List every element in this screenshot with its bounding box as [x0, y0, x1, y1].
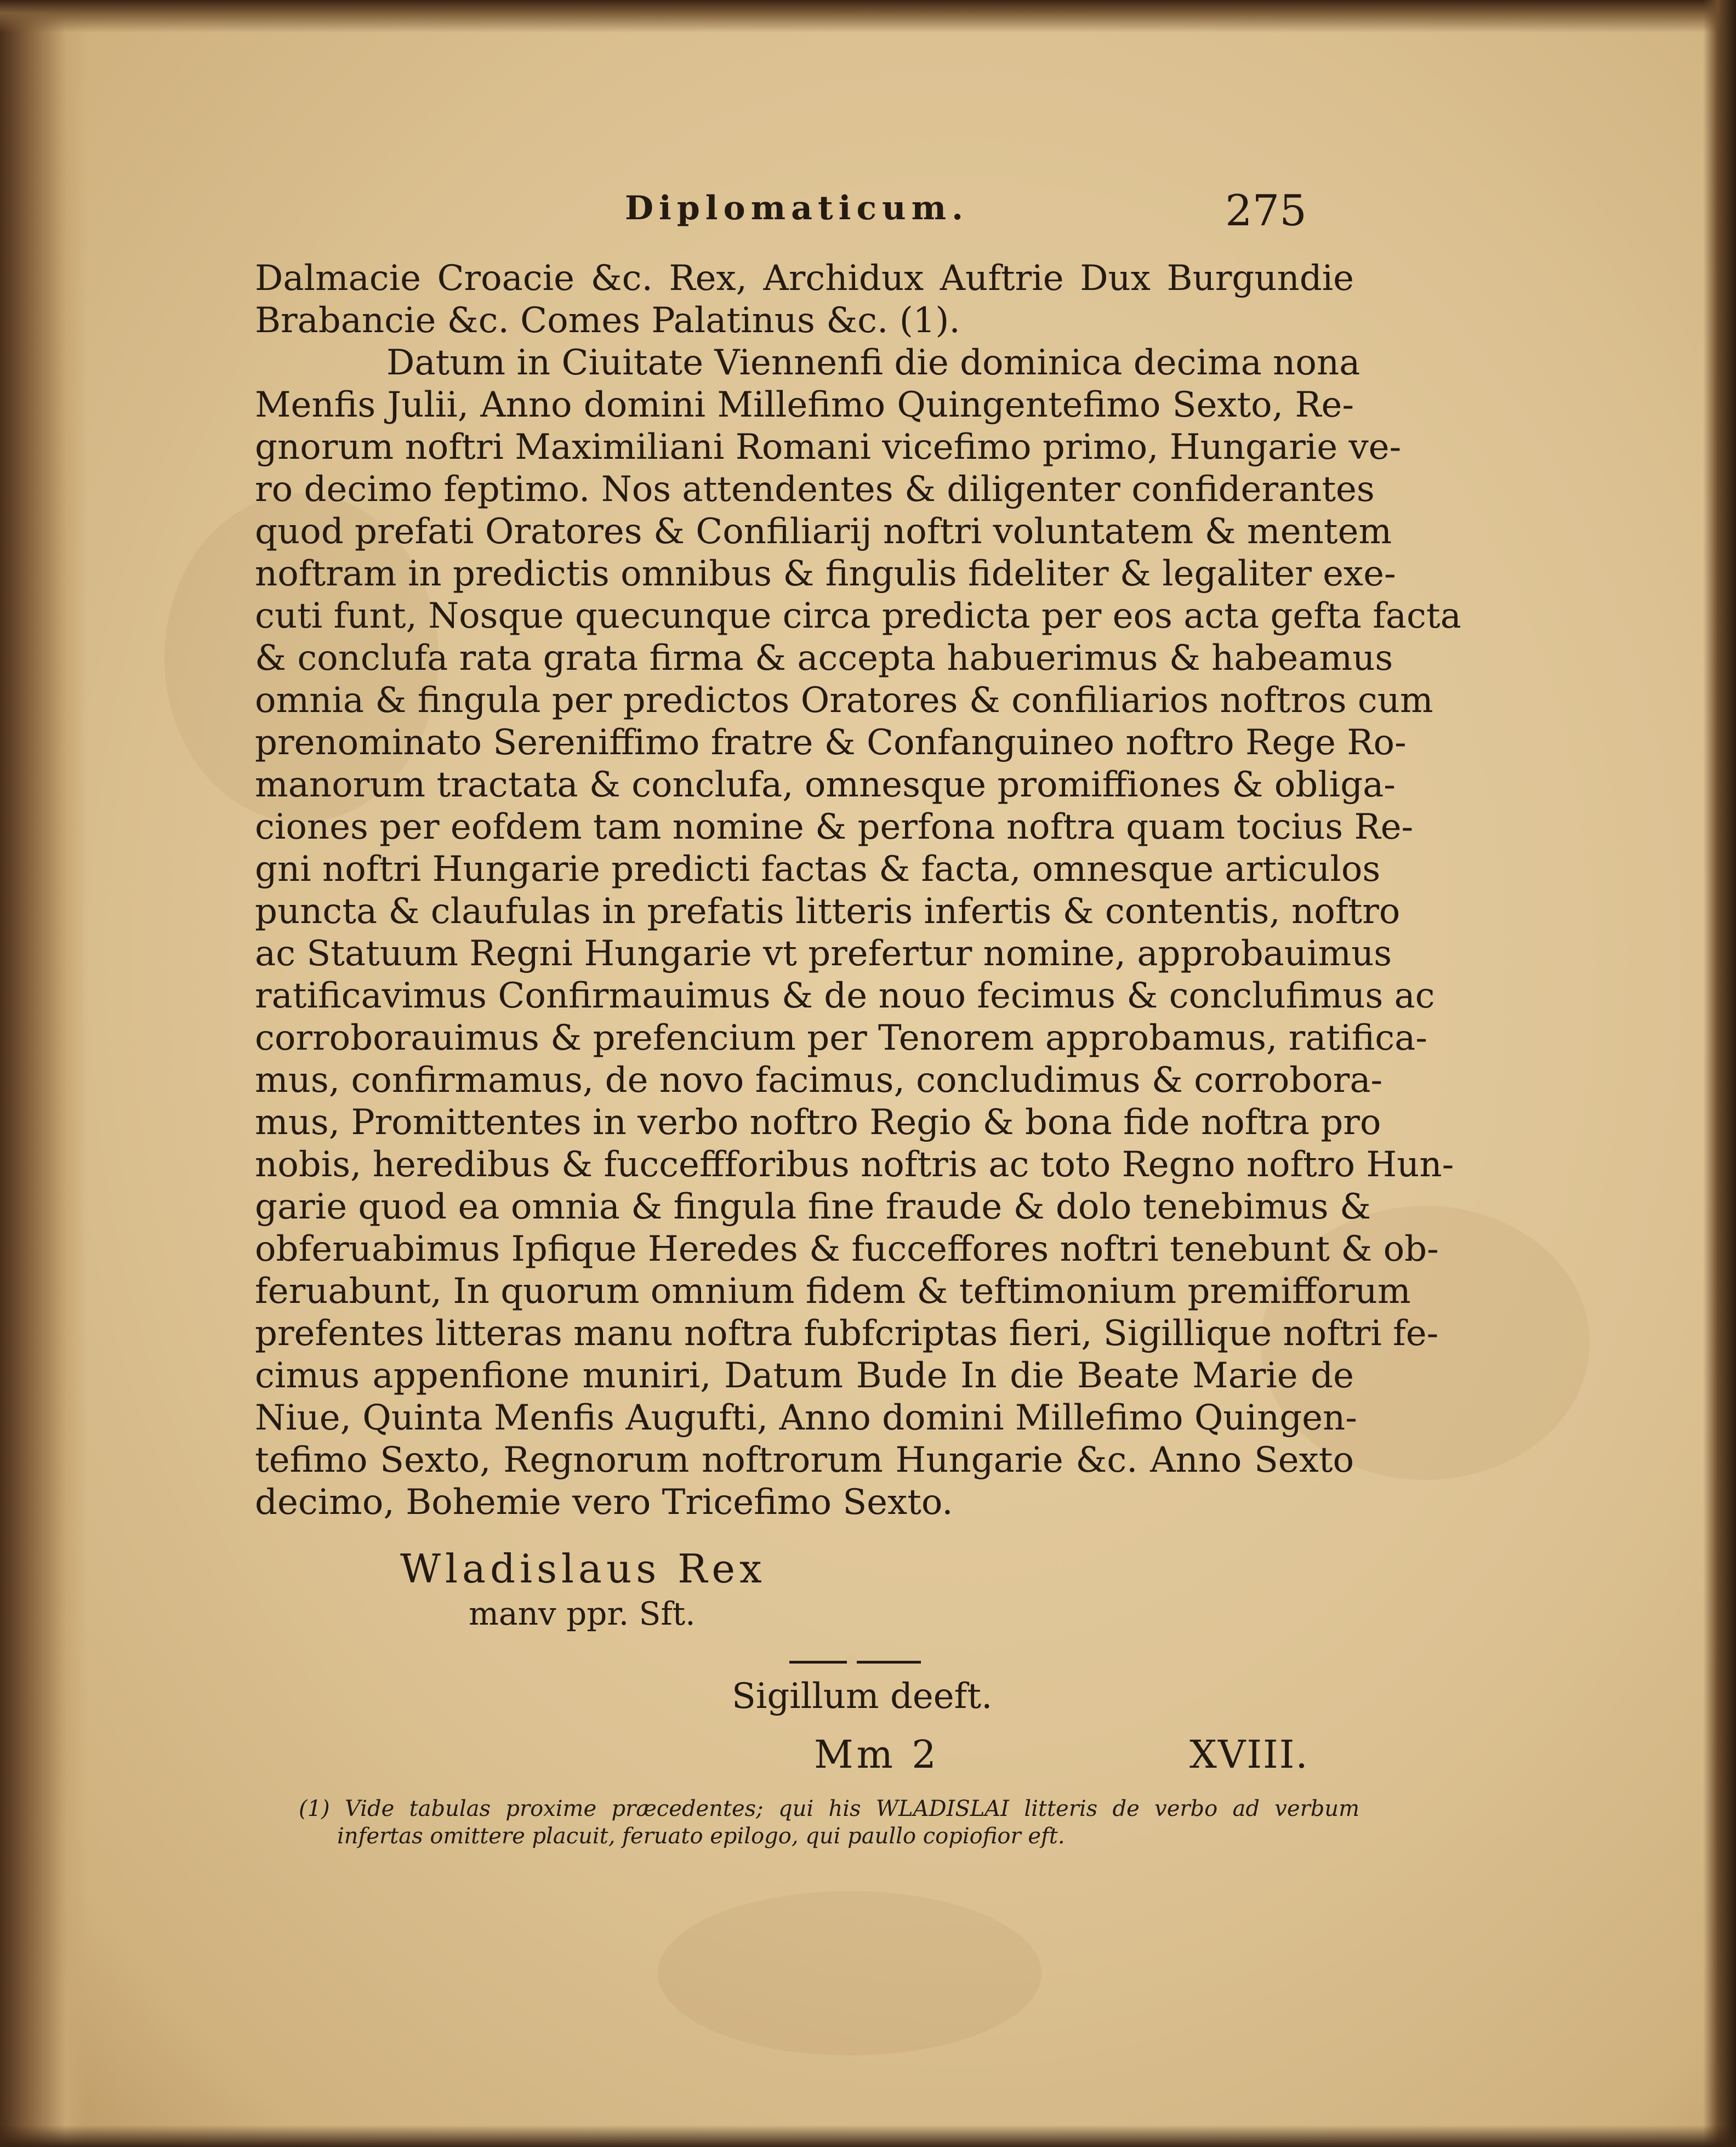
signature-subscript: manv ppr. Sft.: [469, 1595, 696, 1632]
body-line: Brabancie &c. Comes Palatinus &c. (1).: [255, 300, 960, 341]
body-line: mus, Promittentes in verbo noftro Regio & bona fide noftra pro: [255, 1102, 1381, 1143]
footnote-line: infertas omittere placuit, feruato epilogo, qui paullo copiofior eft.: [337, 1824, 1065, 1849]
body-line: mus, confirmamus, de novo facimus, concludimus & corrobora-: [255, 1060, 1383, 1101]
body-line: gnorum noftri Maximiliani Romani vicefimo primo, Hungarie ve-: [255, 427, 1402, 468]
page-top-edge: [0, 0, 1736, 33]
body-line: cimus appenfione muniri, Datum Bude In die Beate Marie de: [255, 1356, 1354, 1396]
body-line: Niue, Quinta Menfis Augufti, Anno domini Millefimo Quingen-: [255, 1398, 1357, 1438]
body-line: ac Statuum Regni Hungarie vt prefertur nomine, approbauimus: [255, 933, 1392, 974]
page-number: 275: [1225, 186, 1307, 236]
footnote-line: (1) Vide tabulas proxime præcedentes; qui his WLADISLAI litteris de verbo ad verbum: [299, 1796, 1359, 1821]
body-line: gni noftri Hungarie predicti factas & facta, omnesque articulos: [255, 849, 1381, 890]
body-line: nobis, heredibus & fucceffforibus noftris ac toto Regno noftro Hun-: [255, 1144, 1454, 1185]
body-line: noftram in predictis omnibus & fingulis fideliter & legaliter exe-: [255, 554, 1396, 594]
running-title: Diplomaticum.: [625, 189, 969, 227]
body-line: garie quod ea omnia & fingula fine fraude & dolo tenebimus &: [255, 1187, 1371, 1227]
sheet-signature: Mm 2: [814, 1732, 940, 1777]
body-line: tefimo Sexto, Regnorum noftrorum Hungarie &c. Anno Sexto: [255, 1440, 1354, 1480]
body-line: puncta & claufulas in prefatis litteris infertis & contentis, noftro: [255, 891, 1401, 932]
body-line: feruabunt, In quorum omnium fidem & teftimonium premifforum: [255, 1271, 1411, 1312]
body-line: ro decimo feptimo. Nos attendentes & diligenter confiderantes: [255, 469, 1375, 510]
body-text: [255, 258, 1461, 1524]
footnote: [299, 1795, 1359, 1850]
body-line: obferuabimus Ipfique Heredes & fucceffores noftri tenebunt & ob-: [255, 1229, 1439, 1269]
body-line: ciones per eofdem tam nomine & perfona noftra quam tocius Re-: [255, 807, 1414, 847]
body-line: manorum tractata & conclufa, omnesque promiffiones & obliga-: [255, 765, 1396, 805]
body-line: cuti funt, Nosque quecunque circa predicta per eos acta gefta facta: [255, 596, 1461, 636]
page-bottom-edge: [0, 2125, 1736, 2147]
body-line: ratificavimus Confirmauimus & de nouo fecimus & conclufimus ac: [255, 976, 1435, 1016]
body-line: omnia & fingula per predictos Oratores & confiliarios noftros cum: [255, 680, 1433, 721]
signature-name: Wladislaus Rex: [400, 1546, 766, 1592]
seal-note: Sigillum deeft.: [732, 1676, 993, 1717]
body-line: decimo, Bohemie vero Tricefimo Sexto.: [255, 1482, 953, 1523]
body-line: Dalmacie Croacie &c. Rex, Archidux Auftrie Dux Burgundie: [255, 258, 1354, 299]
body-line: Menfis Julii, Anno domini Millefimo Quingentefimo Sexto, Re-: [255, 385, 1354, 425]
catchword: XVIII.: [1189, 1732, 1309, 1777]
body-line: prefentes litteras manu noftra fubfcriptas fieri, Sigillique noftri fe-: [255, 1313, 1439, 1354]
page-right-edge: [1703, 0, 1736, 2147]
body-line: prenominato Sereniffimo fratre & Confanguineo noftro Rege Ro-: [255, 722, 1407, 763]
book-gutter: [0, 0, 88, 2147]
body-line: quod prefati Oratores & Confiliarij noftri voluntatem & mentem: [255, 511, 1392, 552]
paper-stain: [658, 1891, 1041, 2055]
separator-gap: [847, 1655, 857, 1669]
body-line: corroborauimus & prefencium per Tenorem approbamus, ratifica-: [255, 1018, 1427, 1058]
body-line: Datum in Ciuitate Viennenfi die dominica decima nona: [386, 343, 1361, 383]
body-line: & conclufa rata grata firma & accepta habuerimus & habeamus: [255, 638, 1393, 679]
